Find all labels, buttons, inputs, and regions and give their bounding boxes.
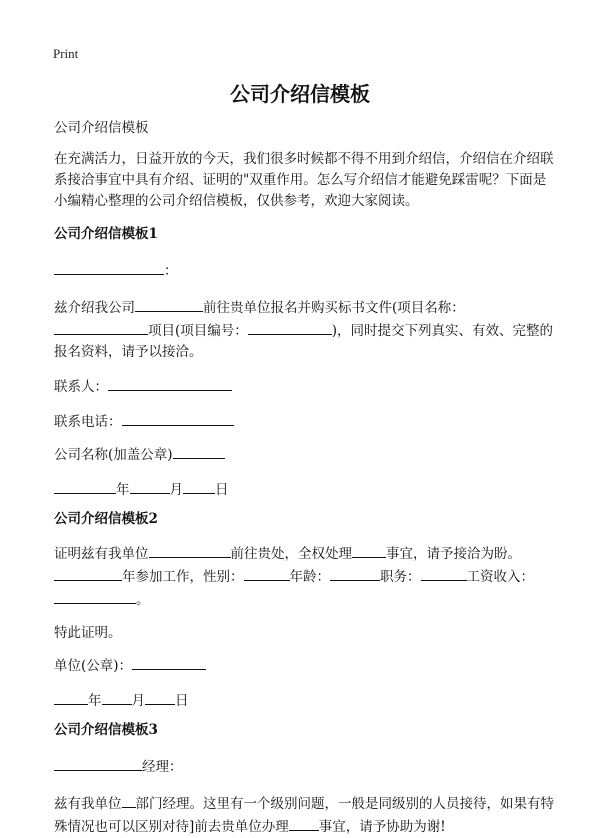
contact-person-blank [108,375,232,391]
template2-date: 年 月 日 [54,689,554,712]
template3-salutation: 经理： [54,755,554,778]
document-body [54,118,554,838]
template2-unit-seal: 单位(公章)： [54,654,554,677]
template1-company-name: 公司名称(加盖公章) [54,443,554,466]
template2-special-proof: 特此证明。 [54,625,122,641]
template1-contact-person: 联系人： [54,375,554,398]
print-link[interactable]: Print [53,46,79,61]
page-title: 公司介绍信模板 [230,82,370,106]
template3-paragraph: 兹有我单位 部门经理。这里有一个级别问题，一般是同级别的人员接待，如果有特殊情况也可以区别对待]前去贵单位办理 事宜，请予协助为谢! [54,792,554,838]
contact-phone-blank [122,410,234,426]
template2-paragraph: 证明兹有我单位 前往贵处，全权处理 事宜，请予接洽为盼。 年参加工作，性别： 年龄： 职务： 工资收入： 。 [54,542,554,611]
recipient-blank [54,259,164,275]
template2-heading: 公司介绍信模板2 [54,511,158,527]
person-blank [135,296,203,312]
project-name-blank [54,319,148,335]
document-subtitle: 公司介绍信模板 [54,120,149,136]
project-number-blank [248,319,332,335]
template1-date: 年 月 日 [54,478,554,501]
template1-contact-phone: 联系电话： [54,410,554,433]
unit-seal-blank [132,654,206,670]
template1-paragraph: 兹介绍我公司 前往贵单位报名并购买标书文件(项目名称： 项目(项目编号： )，同时提交下列真实、有效、完整的报名资料，请予以接洽。 [54,296,554,363]
template1-salutation: ： [54,259,554,282]
template1-heading: 公司介绍信模板1 [54,226,158,242]
intro-paragraph: 在充满活力，日益开放的今天，我们很多时候都不得不用到介绍信，介绍信在介绍联系接洽事宜中具有介绍、证明的"双重作用。怎么写介绍信才能避免踩雷呢？下面是小编精心整理的公司介绍信模板，仅供参考，欢迎大家阅读。 [54,151,554,209]
company-name-blank [173,443,225,459]
template3-heading: 公司介绍信模板3 [54,722,158,738]
